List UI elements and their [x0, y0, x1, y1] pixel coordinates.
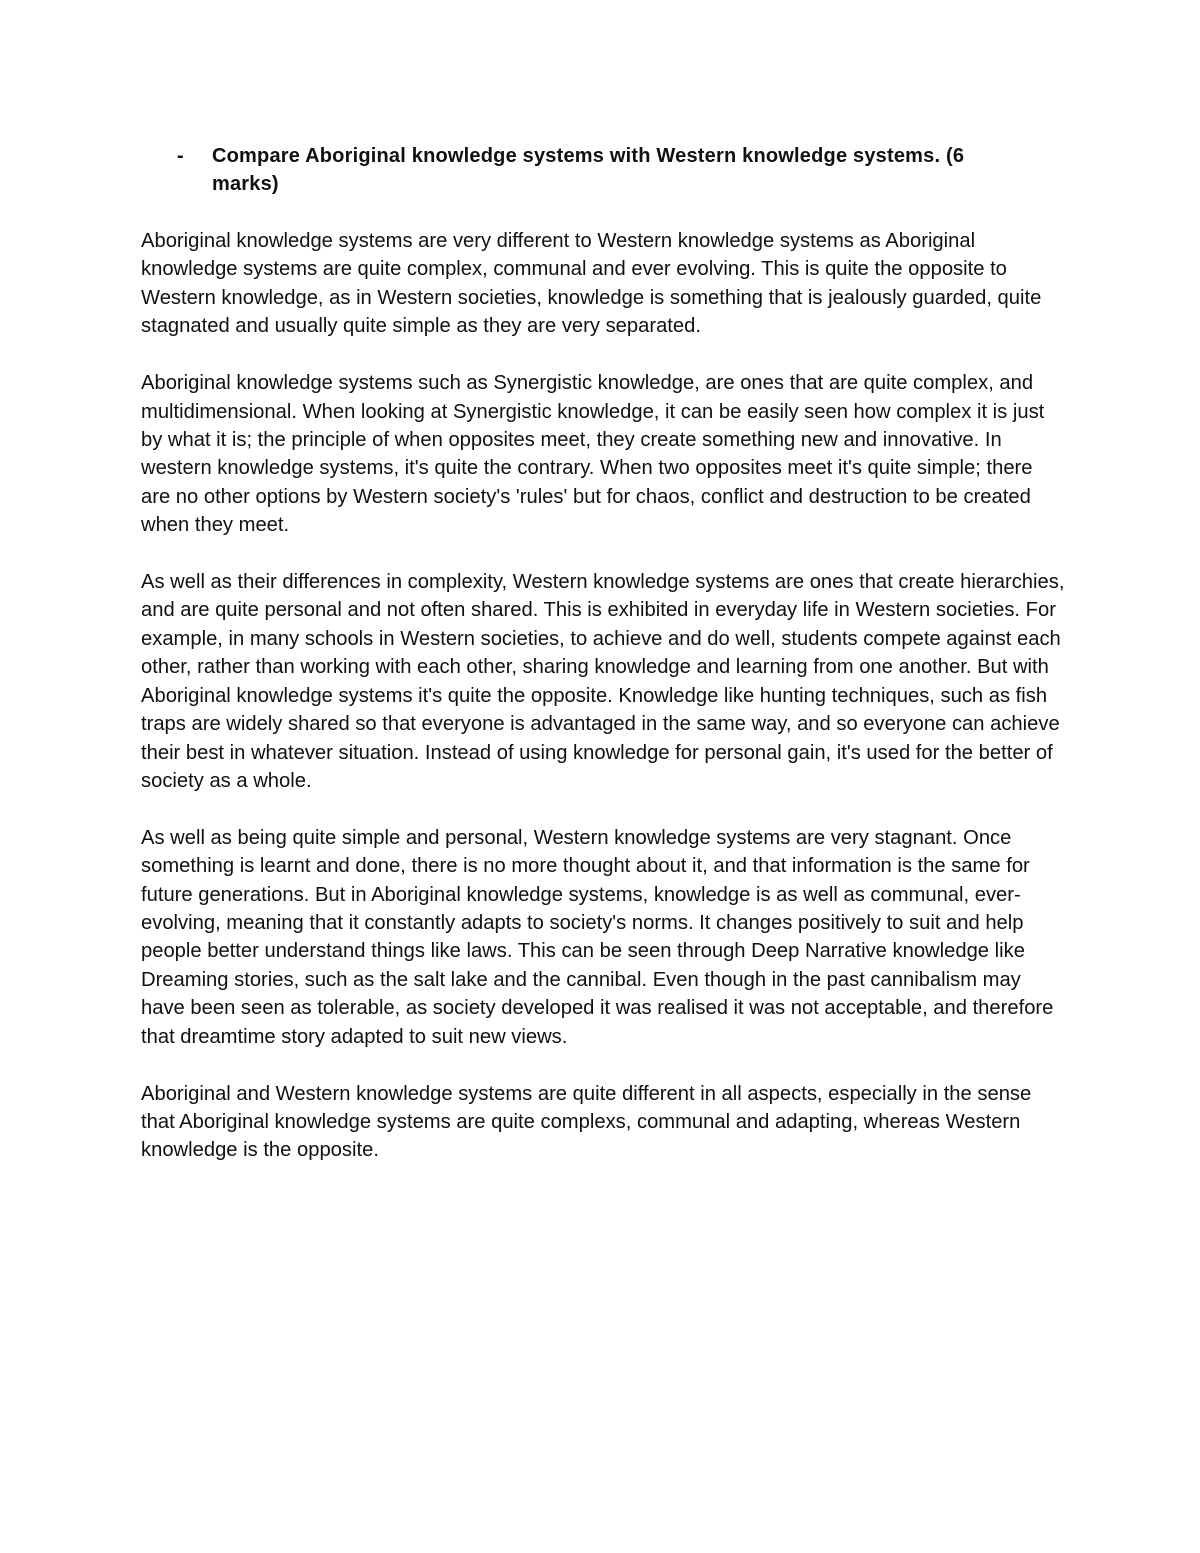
answer-body	[141, 227, 1066, 1193]
paragraph-5: Aboriginal and Western knowledge systems are quite different in all aspects, especially in the sense that Aboriginal knowledge systems are quite complexs, communal and adapting, whereas Western knowledge is the opposite.	[141, 1082, 1032, 1162]
question-heading	[141, 142, 1061, 198]
question-bullet: -	[177, 145, 184, 167]
paragraph-1: Aboriginal knowledge systems are very different to Western knowledge systems as Aboriginal knowledge systems are quite complex, communal and ever evolving. This is quite the opposite to Western knowledge, as in Western societies, knowledge is something that is jealously guarded, quite stagnated and usually quite simple as they are very separated.	[141, 230, 1042, 338]
paragraph-4: As well as being quite simple and personal, Western knowledge systems are very stagnant. Once something is learnt and done, there is no more thought about it, and that information is the same for future generations. But in Aboriginal knowledge systems, knowledge is as well as communal, ever-evolving, meaning that it constantly adapts to society's norms. It changes positively to suit and help people better understand things like laws. This can be seen through Deep Narrative knowledge like Dreaming stories, such as the salt lake and the cannibal. Even though in the past cannibalism may have been seen as tolerable, as society developed it was realised it was not acceptable, and therefore that dreamtime story adapted to suit new views.	[141, 826, 1054, 1048]
paragraph-3: As well as their differences in complexity, Western knowledge systems are ones that create hierarchies, and are quite personal and not often shared. This is exhibited in everyday life in Western societies. For example, in many schools in Western societies, to achieve and do well, students compete against each other, rather than working with each other, sharing knowledge and learning from one another. But with Aboriginal knowledge systems it's quite the opposite. Knowledge like hunting techniques, such as fish traps are widely shared so that everyone is advantaged in the same way, and so everyone can achieve their best in whatever situation. Instead of using knowledge for personal gain, it's used for the better of society as a whole.	[141, 571, 1065, 792]
paragraph-2: Aboriginal knowledge systems such as Synergistic knowledge, are ones that are quite complex, and multidimensional. When looking at Synergistic knowledge, it can be easily seen how complex it is just by what it is; the principle of when opposites meet, they create something new and innovative. In western knowledge systems, it's quite the contrary. When two opposites meet it's quite simple; there are no other options by Western society's 'rules' but for chaos, conflict and destruction to be created when they meet.	[141, 372, 1045, 537]
question-text: Compare Aboriginal knowledge systems with Western knowledge systems. (6 marks)	[212, 145, 965, 195]
